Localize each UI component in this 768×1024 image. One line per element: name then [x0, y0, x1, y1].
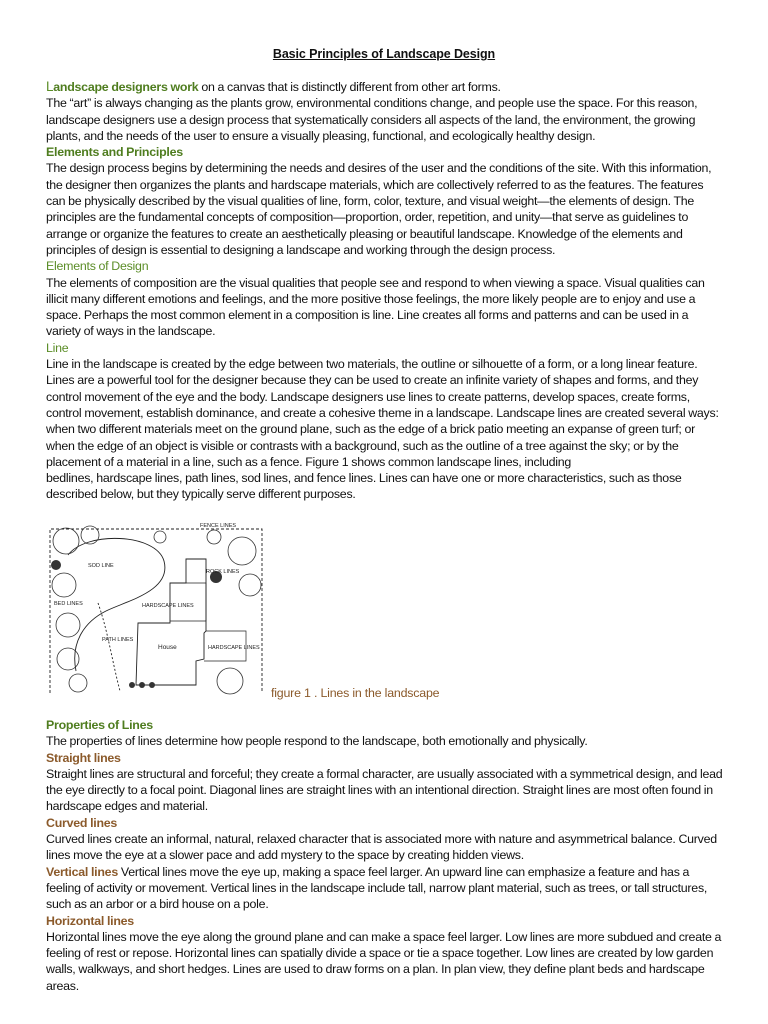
curved-heading: Curved lines [46, 815, 118, 830]
label-path: PATH LINES [102, 637, 134, 643]
label-hardscape-2: HARDSCAPE LINES [208, 645, 260, 651]
label-sod: SOD LINE [88, 563, 114, 569]
horizontal-paragraph: Horizontal lines move the eye along the ground plane and can make a space feel larger. Low lines are more subdued and create a feeling of rest or repose. Horizontal lines can spatially divide a space or tie a space together. Low lines are created by low garden walls, walkways, and short hedges. Lines are used to draw forms on a plan. In plan view, they define plant beds and hardscape areas. [46, 929, 722, 993]
elements-design-paragraph: The elements of composition are the visual qualities that people see and respond to when viewing a space. Visual qualities can illicit many different emotions and feelings, and the more positive those feelings, the more likely people are to enjoy and use a space. Perhaps the most common element in a composition is line. Line creates all forms and patterns and can be used in a variety of ways in the landscape. [46, 275, 705, 339]
lead-phrase: andscape designers work [53, 80, 199, 94]
house-outline [136, 559, 206, 685]
line-heading: Line [46, 340, 69, 355]
properties-section [46, 717, 724, 994]
label-bed: BED LINES [54, 601, 83, 607]
line-paragraph-2: bedlines, hardscape lines, path lines, sod lines, and fence lines. Lines can have one or more characteristics, such as those described below, but they typically serve different purposes. [46, 471, 682, 502]
landscape-plan-figure [46, 521, 268, 697]
tree-icon [69, 674, 87, 692]
label-house: House [158, 644, 177, 651]
vertical-heading: Vertical lines [46, 864, 118, 879]
elements-principles-heading: Elements and Principles [46, 145, 183, 160]
label-fence: FENCE LINES [200, 523, 237, 529]
elements-principles-paragraph: The design process begins by determining the needs and desires of the user and the conditions of the site. With this information, the designer then organizes the plants and hardscape materials, which are collectively referred to as the features. The features can be physically described by the visual qualities of line, form, color, texture, and visual weight—the elements of design. The principles are the fundamental concepts of composition—proportion, order, repetition, and unity—that serve as guidelines to arrange or organize the features to create an aesthetically pleasing or beautiful landscape. Knowledge of the elements and principles of design is essential to designing a landscape and working through the design process. [46, 161, 712, 257]
tree-icon [154, 531, 166, 543]
tree-icon [239, 574, 261, 596]
vertical-paragraph: Vertical lines move the eye up, making a space feel larger. An upward line can emphasize a feature and has a feeling of activity or movement. Vertical lines in the landscape include tall, narrow plant material, such as trees, or tall structures, such as an arbor or a bird house on a pole. [46, 864, 708, 912]
tree-icon [207, 530, 221, 544]
properties-paragraph: The properties of lines determine how people respond to the landscape, both emotionally and physically. [46, 734, 588, 749]
label-rock: ROCK LINES [206, 569, 240, 575]
tree-icon [217, 668, 243, 694]
path-line [98, 603, 120, 691]
intro-section [46, 79, 724, 503]
shrub-icon [129, 682, 135, 688]
tree-icon [53, 528, 79, 554]
tree-icon [57, 648, 79, 670]
elements-design-heading: Elements of Design [46, 259, 149, 274]
shrub-icon [149, 682, 155, 688]
label-hardscape-1: HARDSCAPE LINES [142, 603, 194, 609]
intro-paragraph: The “art” is always changing as the plants grow, environmental conditions change, and people use the space. For this reason, landscape designers use a design process that systematically considers all aspects of the land, the environment, the growing plants, and the needs of the user to ensure a visually pleasing, functional, and ecologically healthy design. [46, 96, 698, 143]
straight-heading: Straight lines [46, 750, 121, 765]
straight-paragraph: Straight lines are structural and forceful; they create a formal character, are usually associated with a symmetrical design, and lead the eye directly to a focal point. Diagonal lines are straight lines with an intentional direction. Straight lines are most often found in hardscape edges and material. [46, 766, 723, 814]
tree-symbols [52, 526, 261, 694]
tree-icon [228, 537, 256, 565]
curved-paragraph: Curved lines create an informal, natural, relaxed character that is associated more with nature and asymmetrical balance. Curved lines move the eye at a slower pace and add mystery to the space by creating hidden views. [46, 832, 717, 863]
properties-heading: Properties of Lines [46, 718, 153, 732]
lead-initial: L [46, 79, 54, 94]
shrub-icon [51, 560, 61, 570]
shrub-icon [139, 682, 145, 688]
tree-icon [52, 573, 76, 597]
intro-lead [46, 79, 724, 95]
vertical-paragraph-wrap [46, 864, 724, 913]
lead-tail: on a canvas that is distinctly different from other art forms. [198, 80, 501, 94]
document-title: Basic Principles of Landscape Design [272, 47, 496, 61]
hardscape-patio [170, 583, 206, 621]
figure-caption: figure 1 . Lines in the landscape [271, 686, 440, 700]
tree-icon [56, 613, 80, 637]
line-paragraph: Line in the landscape is created by the edge between two materials, the outline or silhouette of a form, or a long linear feature. Lines are a powerful tool for the designer because they can be used to create an infinite variety of shapes and forms, and they control movement of the eye and the body. Landscape designers use lines to create patterns, develop spaces, create forms, control movement, establish dominance, and create a cohesive theme in a landscape. Landscape lines are created several ways: when two different materials meet on the ground plane, such as the edge of a brick patio meeting an expanse of green turf; or when the edge of an object is visible or contrasts with a background, such as the outline of a tree against the sky; or by the placement of a material in a line, such as a fence. Figure 1 shows common landscape lines, including [46, 357, 719, 469]
horizontal-heading: Horizontal lines [46, 913, 134, 928]
